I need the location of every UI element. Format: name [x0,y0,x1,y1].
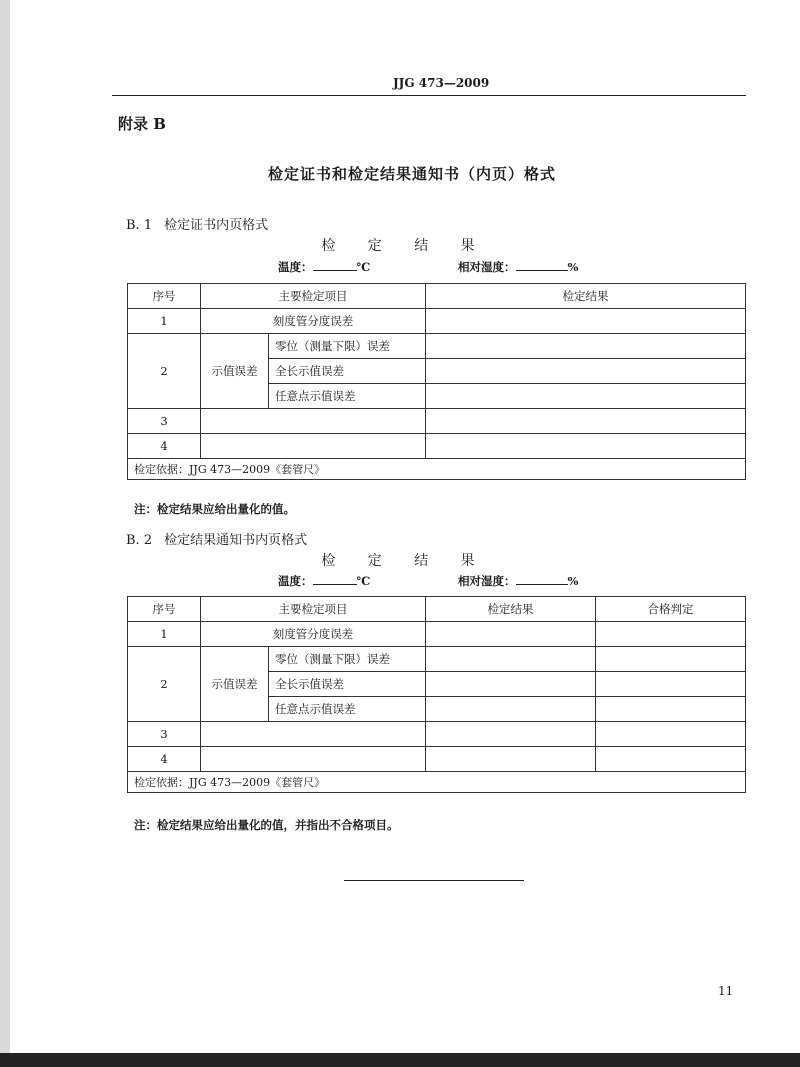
humidity-field [458,259,578,275]
row-result [426,384,746,409]
temperature-field [278,573,370,589]
row-no: 4 [128,434,201,459]
temperature-blank [313,573,357,585]
row-item: 刻度管分度误差 [201,622,426,647]
row-item [201,409,426,434]
humidity-blank [516,259,568,271]
row-subitem: 任意点示值误差 [269,697,426,722]
header-rule [112,95,746,96]
temperature-unit: ℃ [356,574,371,588]
document-title: 检定证书和检定结果通知书（内页）格式 [268,165,557,183]
row-no: 4 [128,747,201,772]
temperature-unit: ℃ [356,260,371,274]
row-result [426,359,746,384]
row-result [426,747,596,772]
row-no: 2 [128,334,201,409]
table-header-row [128,597,746,622]
section-b2-heading [126,529,307,548]
humidity-label: 相对湿度： [458,260,516,274]
row-group: 示值误差 [201,334,269,409]
row-result [426,334,746,359]
section-title: 检定证书内页格式 [164,218,269,233]
basis-cell: 检定依据：JJG 473—2009《套管尺》 [128,772,746,793]
temperature-field [278,259,370,275]
humidity-label: 相对湿度： [458,574,516,588]
row-subitem: 零位（测量下限）误差 [269,334,426,359]
row-result [426,409,746,434]
table-row [128,622,746,647]
table-row [128,434,746,459]
row-item [201,722,426,747]
row-subitem: 全长示值误差 [269,672,426,697]
table-row [128,722,746,747]
section-number: B. 1 [126,218,153,233]
row-no: 2 [128,647,201,722]
row-subitem: 零位（测量下限）误差 [269,647,426,672]
section-b1-heading [126,214,268,233]
humidity-unit: % [567,574,579,588]
table-row [128,334,746,359]
header-cell-no: 序号 [128,597,201,622]
page-number: 11 [718,984,734,998]
section-b1-note: 注：检定结果应给出量化的值。 [134,502,295,516]
row-result [426,697,596,722]
humidity-field [458,573,578,589]
row-judgement [596,697,746,722]
temperature-label: 温度： [278,260,313,274]
row-result [426,434,746,459]
table-row [128,647,746,672]
header-cell-judgement: 合格判定 [596,597,746,622]
end-rule [344,880,524,881]
row-judgement [596,722,746,747]
row-result [426,647,596,672]
table-row [128,409,746,434]
row-judgement [596,747,746,772]
humidity-blank [516,573,568,585]
row-result [426,722,596,747]
header-cell-result: 检定结果 [426,284,746,309]
row-result [426,672,596,697]
table-header-row [128,284,746,309]
row-judgement [596,672,746,697]
row-no: 3 [128,722,201,747]
section-number: B. 2 [126,533,153,548]
temperature-label: 温度： [278,574,313,588]
results-title: 检 定 结 果 [321,553,489,569]
row-result [426,622,596,647]
row-no: 1 [128,622,201,647]
basis-row [128,459,746,480]
row-item [201,747,426,772]
header-cell-item: 主要检定项目 [201,284,426,309]
header-cell-result: 检定结果 [426,597,596,622]
scan-edge-left [0,0,10,1067]
row-group: 示值误差 [201,647,269,722]
temperature-blank [313,259,357,271]
section-b2-note: 注：检定结果应给出量化的值，并指出不合格项目。 [134,818,399,832]
results-title: 检 定 结 果 [321,238,489,254]
row-no: 1 [128,309,201,334]
row-judgement [596,647,746,672]
header-cell-no: 序号 [128,284,201,309]
row-result [426,309,746,334]
row-no: 3 [128,409,201,434]
table-row [128,309,746,334]
standard-code: JJG 473—2009 [393,76,490,90]
header-cell-item: 主要检定项目 [201,597,426,622]
row-item [201,434,426,459]
basis-cell: 检定依据：JJG 473—2009《套管尺》 [128,459,746,480]
appendix-label: 附录 B [118,115,166,133]
certificate-table [127,283,746,480]
humidity-unit: % [567,260,579,274]
notification-table [127,596,746,793]
row-judgement [596,622,746,647]
section-title: 检定结果通知书内页格式 [164,533,308,548]
table-row [128,747,746,772]
row-subitem: 全长示值误差 [269,359,426,384]
scan-edge-bottom [0,1053,800,1067]
basis-row [128,772,746,793]
row-subitem: 任意点示值误差 [269,384,426,409]
row-item: 刻度管分度误差 [201,309,426,334]
